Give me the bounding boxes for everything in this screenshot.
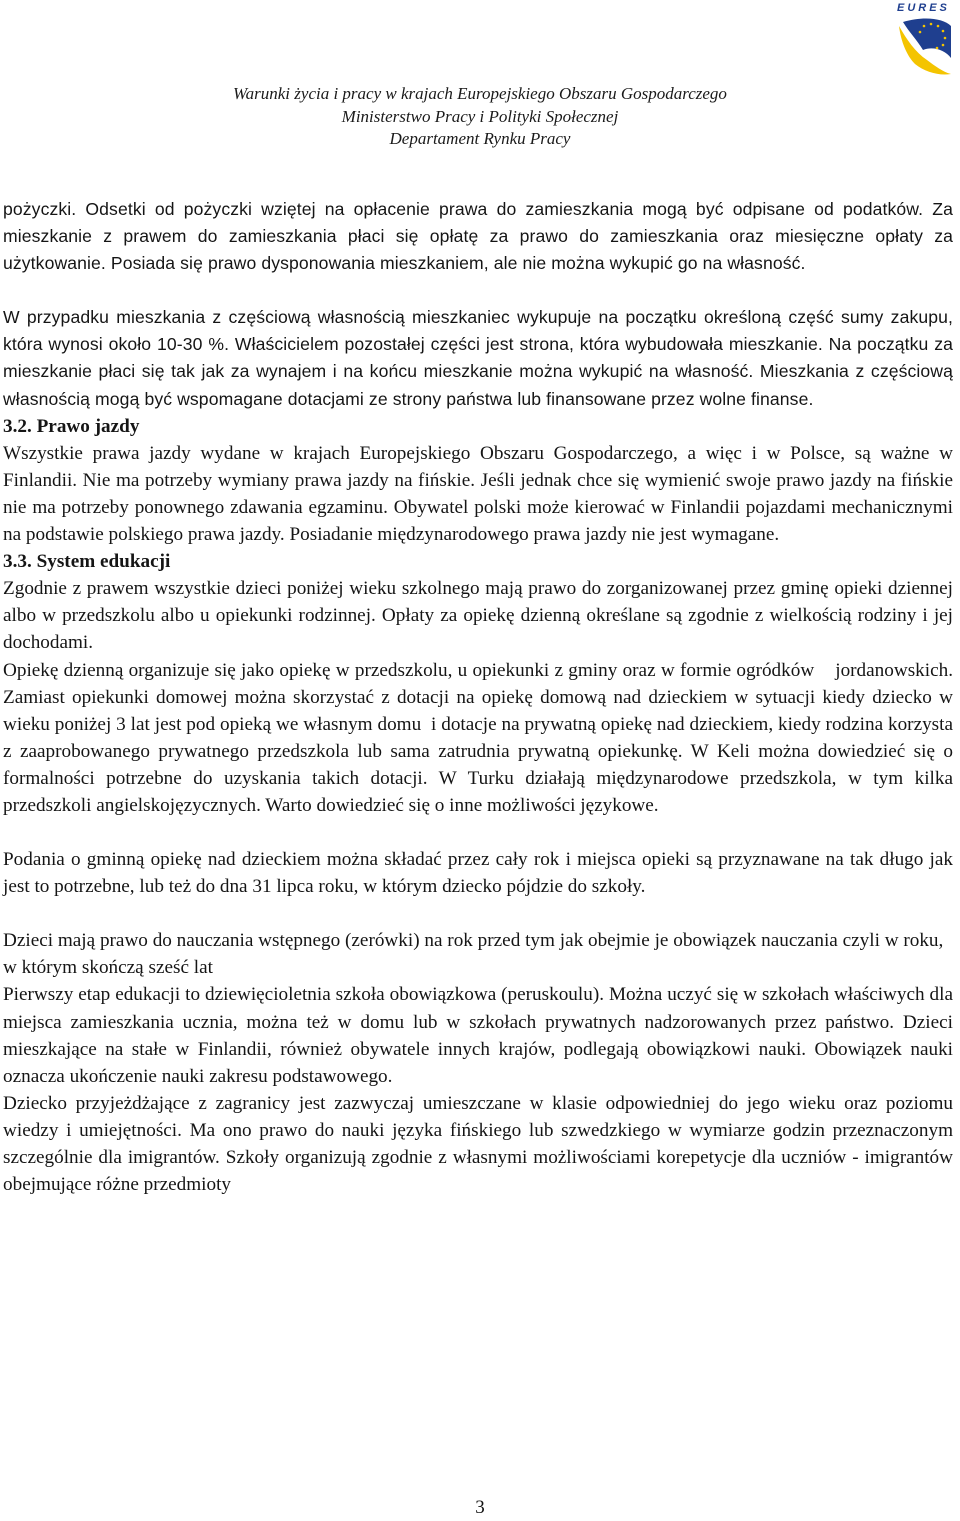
document-header [0,83,960,151]
eures-logo-text: EURES [897,2,950,14]
document-body [3,196,958,1198]
eures-logo [893,0,955,80]
paragraph-preschool: Dzieci mają prawo do nauczania wstępnego (zerówki) na rok przed tym jak obejmie je obowiązek nauczania czyli w roku, w którym skończą sześć lat [3,930,944,979]
paragraph-daycare-forms: Opiekę dzienną organizuje się jako opiekę w przedszkolu, u opiekunki z gminy oraz w formie ogródków jordanowskich. Zamiast opiekunki domowej można skorzystać z dotacji na opiekę domową nad dzieckiem w sytuacji kiedy dziecko w wieku poniżej 3 lat jest pod opieką we własnym domu i dotacje na prywatną opiekę nad dzieckiem, kiedy rodzina korzysta z zaaprobowanego prywatnego przedszkola lub sama zatrudnia prywatną opiekunkę. W Keli można dowiedzieć się o formalności potrzebne do uzyskania takich dotacji. W Turku działają międzynarodowe przedszkola, w tym kilka przedszkoli angielskojęzycznych. Warto dowiedzieć się o inne możliwości językowe. [3,659,958,816]
paragraph-compulsory-school: Pierwszy etap edukacji to dziewięcioletnia szkoła obowiązkowa (peruskoulu). Można uczyć się w szkołach właściwych dla miejsca zamieszkania ucznia, można też w domu lub w szkołach prywatnych nadzorowanych przez państwo. Dzieci mieszkające na stałe w Finlandii, również obywatele innych krajów, podlegają obowiązkowi nauki. Obowiązek nauki oznacza ukończenie nauki zakresu podstawowego. [3,984,953,1087]
page-number: 3 [475,1497,485,1518]
header-line-3: Departament Rynku Pracy [389,129,571,148]
header-line-2: Ministerstwo Pracy i Polityki Społecznej [341,106,619,126]
section-heading-education: 3.3. System edukacji [3,551,171,573]
paragraph-immigrant-children: Dziecko przyjeżdżające z zagranicy jest zazwyczaj umieszczane w klasie odpowiedniej do jego wieku oraz poziomu wiedzy i umiejętności. Ma ono prawo do nauki języka fińskiego lub szwedzkiego w wymiarze godzin przeznaczonym szczególnie dla imigrantów. Szkoły organizują zgodnie z własnymi możliwościami korepetycje dla uczniów - imigrantów obejmujące różne przedmioty [3,1092,953,1196]
header-line-1: Warunki życia i pracy w krajach Europejskiego Obszaru Gospodarczego [233,84,727,103]
paragraph-daycare-right: Zgodnie z prawem wszystkie dzieci poniżej wieku szkolnego mają prawo do zorganizowanej przez gminę opieki dziennej albo w przedszkolu albo u opiekunki rodzinnej. Opłaty za opiekę dzienną określane są zgodnie z wielkością rodziny i jej dochodami. [3,578,953,654]
eures-logo-graphic [893,0,955,80]
section-heading-driving-license: 3.2. Prawo jazdy [3,415,140,437]
paragraph-driving-license: Wszystkie prawa jazdy wydane w krajach Europejskiego Obszaru Gospodarczego, a więc i w Polsce, są ważne w Finlandii. Nie ma potrzeby wymiany prawa jazdy na fińskie. Jeśli jednak chce się wymienić swoje prawo jazdy na fińskie nie ma potrzeby ponownego zdawania egzaminu. Obywatel polski może kierować w Finlandii pojazdami mechanicznymi na podstawie polskiego prawa jazdy. Posiadanie międzynarodowego prawa jazdy nie jest wymagane. [3,442,953,546]
paragraph-daycare-applications: Podania o gminną opiekę nad dzieckiem można składać przez cały rok i miejsca opieki są przyznawane na tak długo jak jest to potrzebne, lub też do dna 31 lipca roku, w którym dziecko pójdzie do szkoły. [3,849,953,898]
paragraph-ownership-rights: pożyczki. Odsetki od pożyczki wziętej na opłacenie prawa do zamieszkania mogą być odpisane od podatków. Za mieszkanie z prawem do zamieszkania płaci się opłatę za prawo do zamieszkania oraz miesięczne opłaty za użytkowanie. Posiada się prawo dysponowania mieszkaniem, ale nie można wykupić go na własność. [3,199,953,274]
paragraph-partial-ownership: W przypadku mieszkania z częściową własnością mieszkaniec wykupuje na początku określoną część sumy zakupu, która wynosi około 10-30 %. Właścicielem pozostałej części jest strona, która wybudowała mieszkanie. Na początku za mieszkanie płaci się tak jak za wynajem i na końcu mieszkanie można wykupić na własność. Mieszkania z częściową własnością mogą być wspomagane dotacjami ze strony państwa lub finansowane przez wolne finanse. [3,307,953,409]
